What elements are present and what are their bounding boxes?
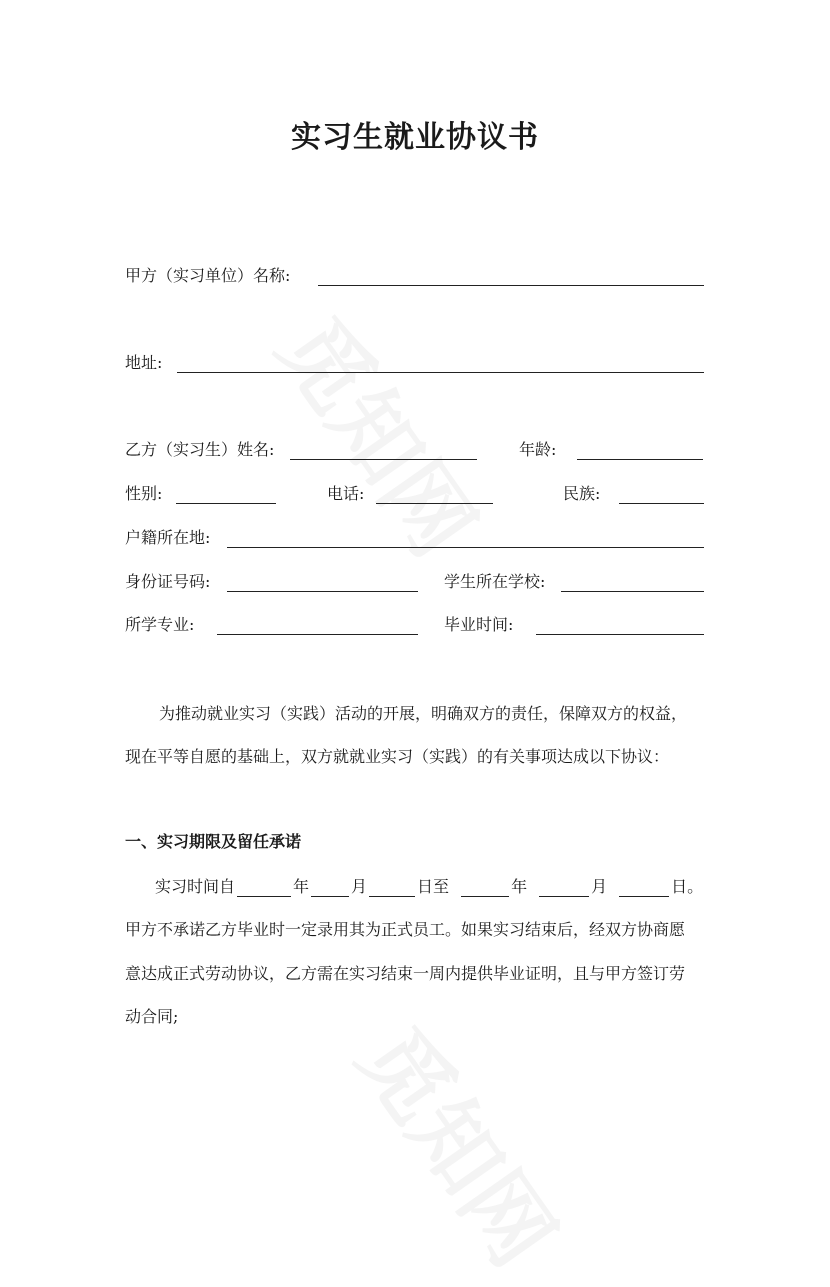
end-month-field[interactable] <box>539 878 589 897</box>
graduation-field[interactable] <box>536 634 704 635</box>
hukou-field[interactable] <box>227 547 704 548</box>
section-1-line-4: 动合同; <box>125 1007 179 1026</box>
school-field[interactable] <box>561 591 704 592</box>
age-label: 年龄: <box>519 440 557 459</box>
watermark <box>255 289 510 578</box>
period-prefix: 实习时间自 <box>155 877 236 896</box>
major-label: 所学专业: <box>125 615 195 634</box>
section-1-heading: 一、实习期限及留任承诺 <box>125 832 302 851</box>
internship-period-line <box>155 877 703 897</box>
party-a-address-field[interactable] <box>177 372 704 373</box>
party-b-name-field[interactable] <box>290 459 477 460</box>
period-day-2: 日。 <box>671 877 704 896</box>
start-year-field[interactable] <box>237 878 291 897</box>
age-field[interactable] <box>577 459 703 460</box>
end-year-field[interactable] <box>461 878 509 897</box>
section-1-line-2: 甲方不承诺乙方毕业时一定录用其为正式员工。如果实习结束后，经双方协商愿 <box>125 920 686 939</box>
gender-field[interactable] <box>176 503 276 504</box>
id-number-label: 身份证号码: <box>125 572 211 591</box>
period-year-1: 年 <box>293 877 310 896</box>
phone-label: 电话: <box>327 484 365 503</box>
school-label: 学生所在学校: <box>444 572 546 591</box>
ethnicity-field[interactable] <box>619 503 704 504</box>
phone-field[interactable] <box>376 503 493 504</box>
period-year-2: 年 <box>511 877 528 896</box>
page-title: 实习生就业协议书 <box>291 120 539 155</box>
party-b-name-label: 乙方（实习生）姓名: <box>125 440 275 459</box>
ethnicity-label: 民族: <box>563 484 601 503</box>
graduation-label: 毕业时间: <box>444 615 514 634</box>
intro-line-1: 为推动就业实习（实践）活动的开展，明确双方的责任，保障双方的权益， <box>159 704 688 723</box>
intro-line-2: 现在平等自愿的基础上，双方就就业实习（实践）的有关事项达成以下协议： <box>125 747 670 766</box>
major-field[interactable] <box>217 634 418 635</box>
period-day-1: 日至 <box>417 877 450 896</box>
end-day-field[interactable] <box>619 878 669 897</box>
start-month-field[interactable] <box>311 878 349 897</box>
start-day-field[interactable] <box>369 878 415 897</box>
gender-label: 性别: <box>125 484 163 503</box>
hukou-label: 户籍所在地: <box>125 528 211 547</box>
party-a-address-label: 地址: <box>125 353 163 372</box>
section-1-line-3: 意达成正式劳动协议，乙方需在实习结束一周内提供毕业证明，且与甲方签订劳 <box>125 964 686 983</box>
watermark <box>335 999 590 1287</box>
period-month-1: 月 <box>351 877 368 896</box>
party-a-name-label: 甲方（实习单位）名称: <box>125 266 291 285</box>
party-a-name-field[interactable] <box>318 285 704 286</box>
id-number-field[interactable] <box>227 591 418 592</box>
period-month-2: 月 <box>591 877 608 896</box>
